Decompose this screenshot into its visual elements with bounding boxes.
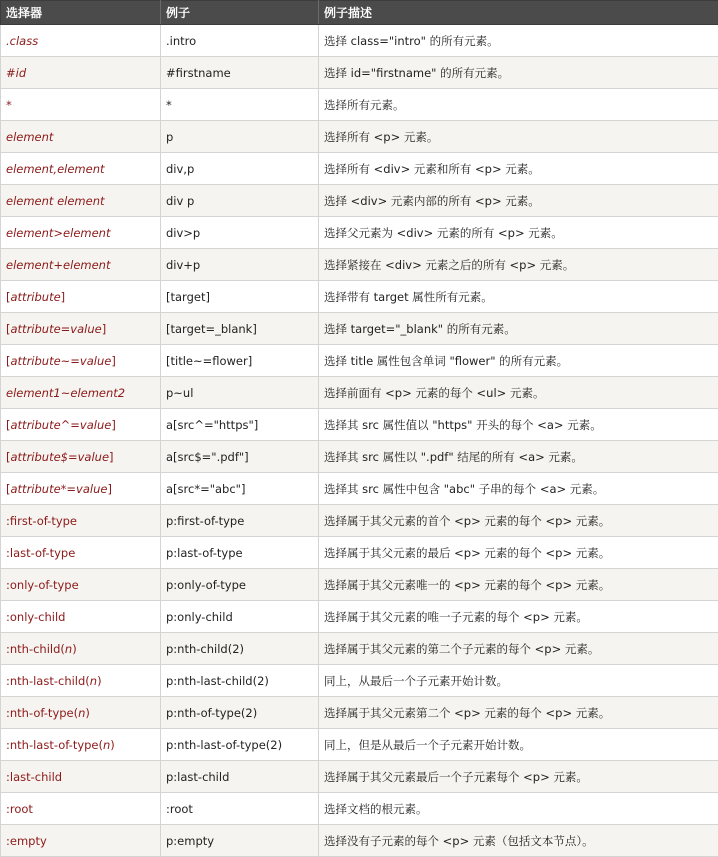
selector-text: ] <box>102 322 107 336</box>
table-row <box>1 505 718 537</box>
selector-text: ] <box>111 354 116 368</box>
header-row <box>1 1 718 25</box>
selector-text: ) <box>110 738 115 752</box>
description-cell: 选择属于其父元素唯一的 <p> 元素的每个 <p> 元素。 <box>319 569 718 601</box>
selector-text: :root <box>6 802 33 816</box>
example-cell: a[src^="https"] <box>161 409 319 441</box>
description-cell: 选择没有子元素的每个 <p> 元素（包括文本节点）。 <box>319 825 718 857</box>
selector-text: attribute <box>11 290 61 304</box>
column-header-selector: 选择器 <box>1 1 161 25</box>
table-row <box>1 345 718 377</box>
selector-text: :last-child <box>6 770 62 784</box>
table-row <box>1 57 718 89</box>
selector-text: :nth-last-child( <box>6 674 90 688</box>
column-header-example: 例子 <box>161 1 319 25</box>
table-row <box>1 217 718 249</box>
selector-cell <box>1 377 161 409</box>
selector-text: attribute*=value <box>11 482 108 496</box>
table-row <box>1 25 718 57</box>
selector-cell <box>1 57 161 89</box>
example-cell: p <box>161 121 319 153</box>
example-cell: p~ul <box>161 377 319 409</box>
selector-text: n <box>103 738 110 752</box>
selector-text: [ <box>6 418 11 432</box>
example-cell: #firstname <box>161 57 319 89</box>
selector-cell <box>1 729 161 761</box>
selector-text: :last-of-type <box>6 546 75 560</box>
selector-text: :only-of-type <box>6 578 79 592</box>
table-row <box>1 665 718 697</box>
selector-cell <box>1 537 161 569</box>
example-cell: p:last-of-type <box>161 537 319 569</box>
selector-text: :empty <box>6 834 47 848</box>
description-cell: 选择属于其父元素第二个 <p> 元素的每个 <p> 元素。 <box>319 697 718 729</box>
selector-text: .class <box>6 34 38 48</box>
table-row <box>1 697 718 729</box>
description-cell: 选择所有 <p> 元素。 <box>319 121 718 153</box>
selector-cell <box>1 665 161 697</box>
example-cell: * <box>161 89 319 121</box>
description-cell: 选择属于其父元素的最后 <p> 元素的每个 <p> 元素。 <box>319 537 718 569</box>
example-cell: [target] <box>161 281 319 313</box>
table-row <box>1 569 718 601</box>
description-cell: 选择 class="intro" 的所有元素。 <box>319 25 718 57</box>
example-cell: .intro <box>161 25 319 57</box>
description-cell: 选择所有元素。 <box>319 89 718 121</box>
selector-cell <box>1 825 161 857</box>
example-cell: [title~=flower] <box>161 345 319 377</box>
selector-cell <box>1 633 161 665</box>
description-cell: 选择紧接在 <div> 元素之后的所有 <p> 元素。 <box>319 249 718 281</box>
selector-cell <box>1 249 161 281</box>
example-cell: p:nth-last-of-type(2) <box>161 729 319 761</box>
example-cell: [target=_blank] <box>161 313 319 345</box>
selector-text: [ <box>6 450 11 464</box>
description-cell: 选择文档的根元素。 <box>319 793 718 825</box>
selector-text: element1~element2 <box>6 386 125 400</box>
table-row <box>1 313 718 345</box>
selector-cell <box>1 217 161 249</box>
description-cell: 选择其 src 属性值以 "https" 开头的每个 <a> 元素。 <box>319 409 718 441</box>
example-cell: div+p <box>161 249 319 281</box>
description-cell: 选择 <div> 元素内部的所有 <p> 元素。 <box>319 185 718 217</box>
selector-text: ) <box>97 674 102 688</box>
selector-text: [ <box>6 354 11 368</box>
selector-text: attribute=value <box>11 322 102 336</box>
selector-text: [ <box>6 290 11 304</box>
selector-text: #id <box>6 66 26 80</box>
table-row <box>1 153 718 185</box>
table-row <box>1 537 718 569</box>
example-cell: div p <box>161 185 319 217</box>
table-row <box>1 89 718 121</box>
example-cell: p:nth-child(2) <box>161 633 319 665</box>
description-cell: 同上，但是从最后一个子元素开始计数。 <box>319 729 718 761</box>
selector-cell <box>1 281 161 313</box>
table-row <box>1 185 718 217</box>
table-row <box>1 761 718 793</box>
description-cell: 选择所有 <div> 元素和所有 <p> 元素。 <box>319 153 718 185</box>
description-cell: 选择属于其父元素的首个 <p> 元素的每个 <p> 元素。 <box>319 505 718 537</box>
example-cell: p:nth-last-child(2) <box>161 665 319 697</box>
selector-cell <box>1 409 161 441</box>
selector-cell <box>1 793 161 825</box>
example-cell: div>p <box>161 217 319 249</box>
description-cell: 选择前面有 <p> 元素的每个 <ul> 元素。 <box>319 377 718 409</box>
selector-text: :nth-last-of-type( <box>6 738 103 752</box>
selector-cell <box>1 25 161 57</box>
description-cell: 选择 id="firstname" 的所有元素。 <box>319 57 718 89</box>
selector-text: [ <box>6 322 11 336</box>
selector-cell <box>1 441 161 473</box>
selector-text: :first-of-type <box>6 514 77 528</box>
table-row <box>1 633 718 665</box>
selector-text: :nth-of-type( <box>6 706 78 720</box>
selector-text: n <box>65 642 72 656</box>
example-cell: a[src$=".pdf"] <box>161 441 319 473</box>
selector-text: ) <box>85 706 90 720</box>
selector-text: element <box>6 130 53 144</box>
selector-text: element,element <box>6 162 105 176</box>
description-cell: 选择属于其父元素最后一个子元素每个 <p> 元素。 <box>319 761 718 793</box>
selector-text: [ <box>6 482 11 496</box>
table-row <box>1 409 718 441</box>
column-header-description: 例子描述 <box>319 1 718 25</box>
table-row <box>1 473 718 505</box>
table-row <box>1 281 718 313</box>
table-body <box>1 25 718 857</box>
table-header <box>1 1 718 25</box>
selector-text: ] <box>61 290 66 304</box>
selector-cell <box>1 569 161 601</box>
selector-text: * <box>6 98 12 112</box>
description-cell: 选择属于其父元素的第二个子元素的每个 <p> 元素。 <box>319 633 718 665</box>
description-cell: 选择 title 属性包含单词 "flower" 的所有元素。 <box>319 345 718 377</box>
selector-cell <box>1 345 161 377</box>
selector-text: n <box>90 674 97 688</box>
selector-text: :only-child <box>6 610 65 624</box>
selector-text: element+element <box>6 258 110 272</box>
table-row <box>1 377 718 409</box>
selector-cell <box>1 697 161 729</box>
example-cell: p:empty <box>161 825 319 857</box>
example-cell: p:only-of-type <box>161 569 319 601</box>
table-row <box>1 793 718 825</box>
table-row <box>1 121 718 153</box>
selector-text: element>element <box>6 226 110 240</box>
selector-cell <box>1 473 161 505</box>
selector-text: element element <box>6 194 105 208</box>
selector-text: attribute$=value <box>11 450 110 464</box>
selector-text: attribute~=value <box>11 354 112 368</box>
selector-cell <box>1 505 161 537</box>
example-cell: :root <box>161 793 319 825</box>
selector-cell <box>1 89 161 121</box>
selector-text: n <box>78 706 85 720</box>
description-cell: 选择其 src 属性中包含 "abc" 子串的每个 <a> 元素。 <box>319 473 718 505</box>
example-cell: a[src*="abc"] <box>161 473 319 505</box>
selector-text: ] <box>109 450 114 464</box>
example-cell: div,p <box>161 153 319 185</box>
description-cell: 选择带有 target 属性所有元素。 <box>319 281 718 313</box>
description-cell: 选择其 src 属性以 ".pdf" 结尾的所有 <a> 元素。 <box>319 441 718 473</box>
selector-text: ] <box>111 418 116 432</box>
selector-cell <box>1 761 161 793</box>
selector-cell <box>1 185 161 217</box>
selector-text: ) <box>72 642 77 656</box>
selector-cell <box>1 121 161 153</box>
table-row <box>1 441 718 473</box>
description-cell: 选择 target="_blank" 的所有元素。 <box>319 313 718 345</box>
selector-text: ] <box>107 482 112 496</box>
selector-text: attribute^=value <box>11 418 112 432</box>
table-row <box>1 601 718 633</box>
selector-cell <box>1 153 161 185</box>
table-row <box>1 729 718 761</box>
table-row <box>1 249 718 281</box>
description-cell: 同上，从最后一个子元素开始计数。 <box>319 665 718 697</box>
description-cell: 选择属于其父元素的唯一子元素的每个 <p> 元素。 <box>319 601 718 633</box>
example-cell: p:last-child <box>161 761 319 793</box>
selector-cell <box>1 601 161 633</box>
description-cell: 选择父元素为 <div> 元素的所有 <p> 元素。 <box>319 217 718 249</box>
example-cell: p:only-child <box>161 601 319 633</box>
table-row <box>1 825 718 857</box>
example-cell: p:nth-of-type(2) <box>161 697 319 729</box>
selector-cell <box>1 313 161 345</box>
selector-text: :nth-child( <box>6 642 65 656</box>
example-cell: p:first-of-type <box>161 505 319 537</box>
